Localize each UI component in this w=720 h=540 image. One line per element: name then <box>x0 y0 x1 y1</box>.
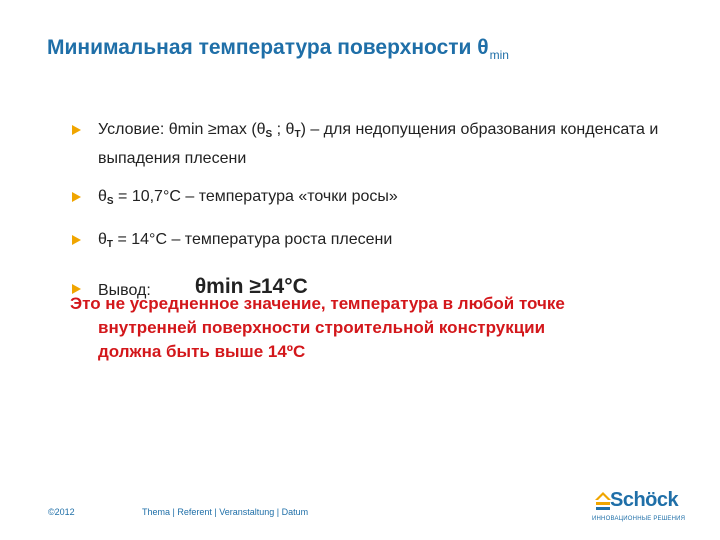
slide-title <box>47 36 509 62</box>
bullet-text-part: θ <box>98 231 107 248</box>
triangle-bullet-icon <box>72 125 81 135</box>
bullet-text <box>98 188 398 205</box>
warning-note <box>70 292 670 364</box>
note-line-3: должна быть выше 14ºC <box>98 342 306 361</box>
bullet-text <box>98 121 658 167</box>
subscript-s: S <box>106 196 114 207</box>
conclusion-value: θmin ≥14°C <box>194 275 308 298</box>
bullet-text-part: Условие: θmin ≥max (θ <box>98 121 266 138</box>
triangle-bullet-icon <box>72 235 81 245</box>
bullet-text-part: = 14°C – температура роста плесени <box>113 231 393 248</box>
conclusion-label: Вывод: <box>98 282 151 299</box>
bullet-list <box>72 118 672 303</box>
schoeck-logo <box>592 488 702 528</box>
subscript-t: T <box>294 129 301 140</box>
bullet-mold-temp <box>72 228 672 257</box>
note-line-2: внутренней поверхности строительной конструкции <box>98 318 546 337</box>
slide-title-text: Минимальная температура поверхности θ <box>47 36 489 59</box>
footer-meta: Thema | Referent | Veranstaltung | Datum <box>142 507 309 517</box>
subscript-t: T <box>106 239 114 250</box>
bullet-text-part: = 10,7°C – температура «точки росы» <box>113 188 398 205</box>
bullet-condition <box>72 118 672 171</box>
triangle-bullet-icon <box>72 192 81 202</box>
bullet-text-part: ) – для недопущения образования конденсата и выпадения плесени <box>98 121 659 167</box>
bullet-dew-point <box>72 185 672 214</box>
footer-copyright: ©2012 <box>48 507 75 517</box>
bullet-text <box>98 231 392 248</box>
note-line-1: Это не усредненное значение, температура в любой точке <box>70 294 565 313</box>
bullet-text-part: ; θ <box>272 121 295 138</box>
logo-tagline: ИННОВАЦИОННЫЕ РЕШЕНИЯ <box>592 516 686 522</box>
slide-title-subscript: min <box>489 48 509 62</box>
bullet-text-part: θ <box>98 188 107 205</box>
logo-wordmark: Schöck <box>610 489 679 511</box>
subscript-s: S <box>265 129 273 140</box>
